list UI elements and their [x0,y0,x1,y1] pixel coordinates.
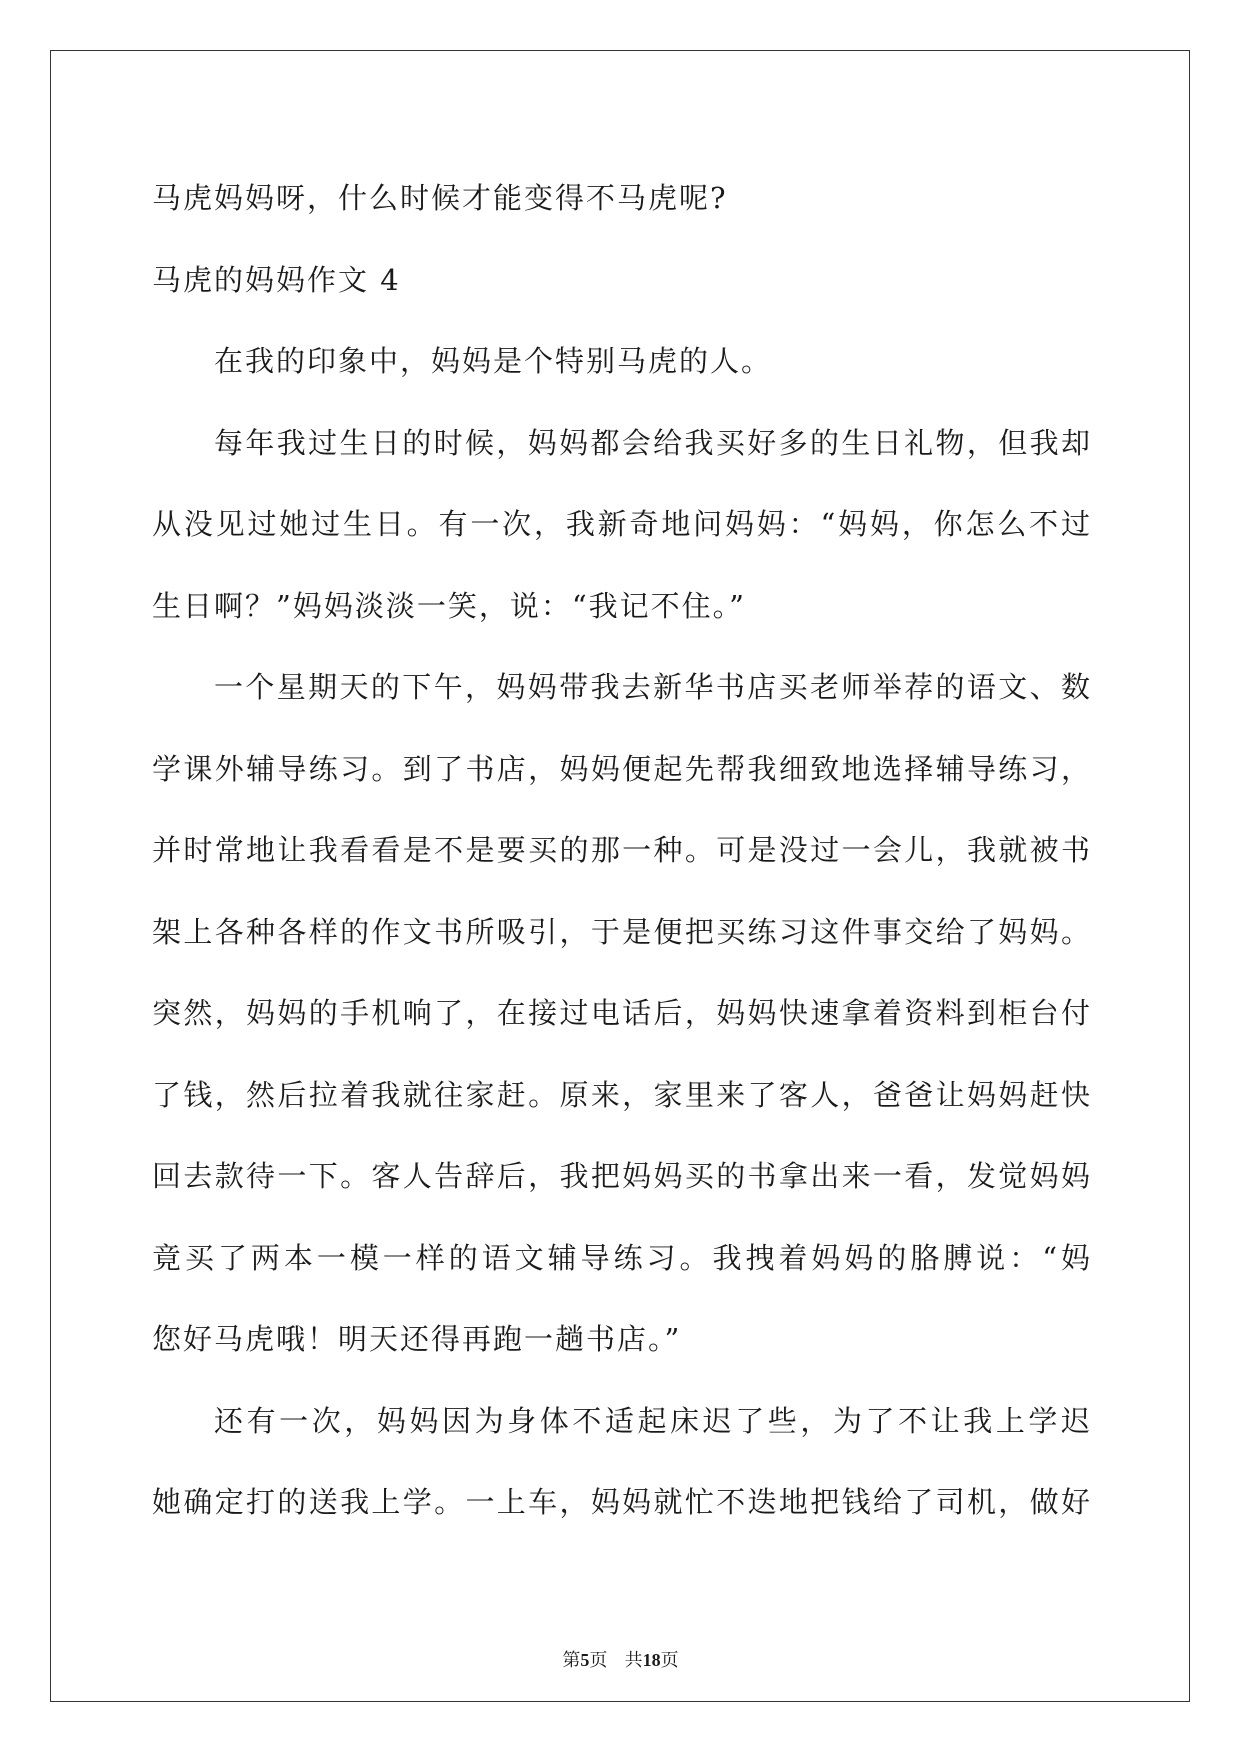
page-suffix: 页 [589,1650,608,1671]
paragraph-line: 您好马虎哦！明天还得再跑一趟书店。” [152,1322,682,1356]
page-prefix: 第 [562,1650,581,1671]
paragraph-line: 她确定打的送我上学。一上车，妈妈就忙不迭地把钱给了司机，做好 [152,1485,1092,1519]
total-suffix: 页 [660,1650,679,1671]
paragraph-line: 架上各种各样的作文书所吸引，于是便把买练习这件事交给了妈妈。 [152,914,1092,949]
paragraph-line: 竟买了两本一模一样的语文辅导练习。我拽着妈妈的胳膊说：“妈 [152,1240,1092,1275]
paragraph-line: 在我的印象中，妈妈是个特别马虎的人。 [214,344,773,378]
paragraph-line: 从没见过她过生日。有一次，我新奇地问妈妈：“妈妈，你怎么不过 [152,507,1092,541]
section-heading: 马虎的妈妈作文 4 [152,262,401,297]
paragraph-line: 还有一次，妈妈因为身体不适起床迟了些，为了不让我上学迟 [214,1403,1092,1438]
paragraph-line: 突然，妈妈的手机响了，在接过电话后，妈妈快速拿着资料到柜台付 [152,996,1092,1030]
paragraph-line: 学课外辅导练习。到了书店，妈妈便起先帮我细致地选择辅导练习， [152,751,1092,786]
document-body [152,158,1092,1544]
paragraph-line: 生日啊？”妈妈淡淡一笑，说：“我记不住。” [152,588,746,623]
paragraph-line: 一个星期天的下午，妈妈带我去新华书店买老师举荐的语文、数 [214,670,1092,704]
paragraph-line: 并时常地让我看看是不是要买的那一种。可是没过一会儿，我就被书 [152,833,1092,867]
paragraph-line: 每年我过生日的时候，妈妈都会给我买好多的生日礼物，但我却 [214,425,1092,460]
total-prefix: 共 [624,1650,643,1671]
paragraph-line: 了钱，然后拉着我就往家赶。原来，家里来了客人，爸爸让妈妈赶快 [152,1077,1092,1112]
paragraph-line: 马虎妈妈呀，什么时候才能变得不马虎呢? [152,181,728,215]
page-footer [0,1649,1241,1672]
total-pages: 18 [642,1650,661,1670]
paragraph-line: 回去款待一下。客人告辞后，我把妈妈买的书拿出来一看，发觉妈妈 [152,1159,1092,1193]
page-number: 5 [580,1650,590,1670]
